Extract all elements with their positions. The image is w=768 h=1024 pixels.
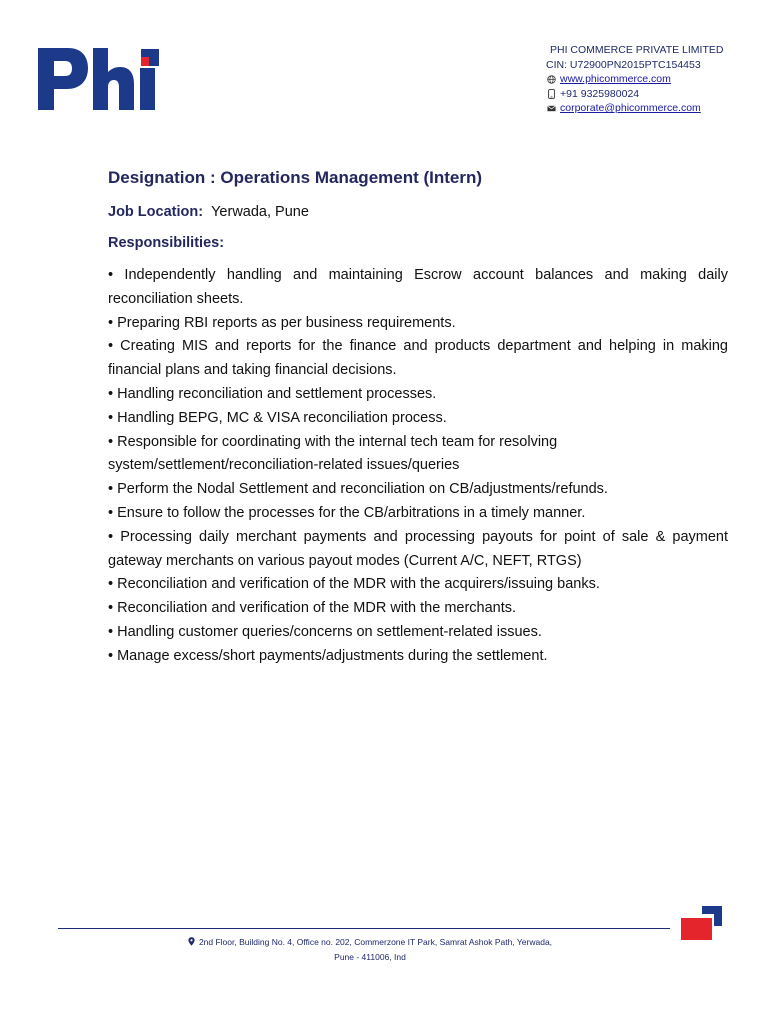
list-item: • Preparing RBI reports as per business requirements. bbox=[108, 314, 456, 331]
list-item: • Reconciliation and verification of the MDR with the merchants. bbox=[108, 600, 517, 617]
list-item: • Manage excess/short payments/adjustments during the settlement. bbox=[108, 647, 548, 664]
list-item: • Processing daily merchant payments and processing payouts for point of sale & payment gateway merchants on various payout modes (Current A/C, NEFT, RTGS) bbox=[108, 528, 728, 569]
list-item: • Handling reconciliation and settlement processes. bbox=[108, 385, 437, 402]
phone-number: +91 9325980024 bbox=[560, 87, 640, 100]
job-location-label: Job Location: bbox=[108, 204, 204, 220]
list-item: • Handling customer queries/concerns on settlement-related issues. bbox=[108, 623, 542, 640]
email-link[interactable]: corporate@phicommerce.com bbox=[560, 102, 701, 114]
company-cin: CIN: U72900PN2015PTC154453 bbox=[546, 58, 701, 71]
responsibilities-list bbox=[108, 264, 728, 669]
footer-address bbox=[160, 935, 580, 964]
responsibilities-heading: Responsibilities: bbox=[108, 235, 225, 251]
designation-title: Designation : Operations Management (Intern) bbox=[108, 168, 483, 187]
globe-icon bbox=[546, 74, 556, 84]
job-location bbox=[108, 204, 309, 220]
list-item: • Independently handling and maintaining Escrow account balances and making daily reconciliation sheets. bbox=[108, 267, 728, 307]
list-item: • Creating MIS and reports for the finance and products department and helping in making financial plans and taking financial decisions. bbox=[108, 338, 728, 379]
list-item: • Handling BEPG, MC & VISA reconciliation process. bbox=[108, 409, 447, 426]
list-item: • Perform the Nodal Settlement and reconciliation on CB/adjustments/refunds. bbox=[108, 481, 608, 498]
job-location-value: Yerwada, Pune bbox=[211, 204, 309, 220]
phone-icon bbox=[546, 89, 556, 99]
website-link[interactable]: www.phicommerce.com bbox=[560, 73, 671, 85]
list-item: • Responsible for coordinating with the internal tech team for resolving system/settlement/reconciliation-related issues/queries bbox=[108, 433, 558, 474]
company-name: PHI COMMERCE PRIVATE LIMITED bbox=[550, 44, 724, 56]
list-item: • Reconciliation and verification of the MDR with the acquirers/issuing banks. bbox=[108, 576, 600, 593]
mail-icon bbox=[546, 103, 556, 113]
phi-mark-icon bbox=[680, 904, 724, 942]
list-item: • Ensure to follow the processes for the CB/arbitrations in a timely manner. bbox=[108, 504, 586, 521]
address-line-1: 2nd Floor, Building No. 4, Office no. 202, Commerzone IT Park, Samrat Ashok Path, Yerwada, bbox=[198, 937, 553, 947]
phi-logo bbox=[38, 44, 160, 112]
company-info bbox=[546, 43, 756, 116]
address-line-2: Pune - 411006, Ind bbox=[334, 952, 406, 962]
footer-divider bbox=[58, 928, 670, 929]
location-pin-icon bbox=[188, 936, 195, 950]
